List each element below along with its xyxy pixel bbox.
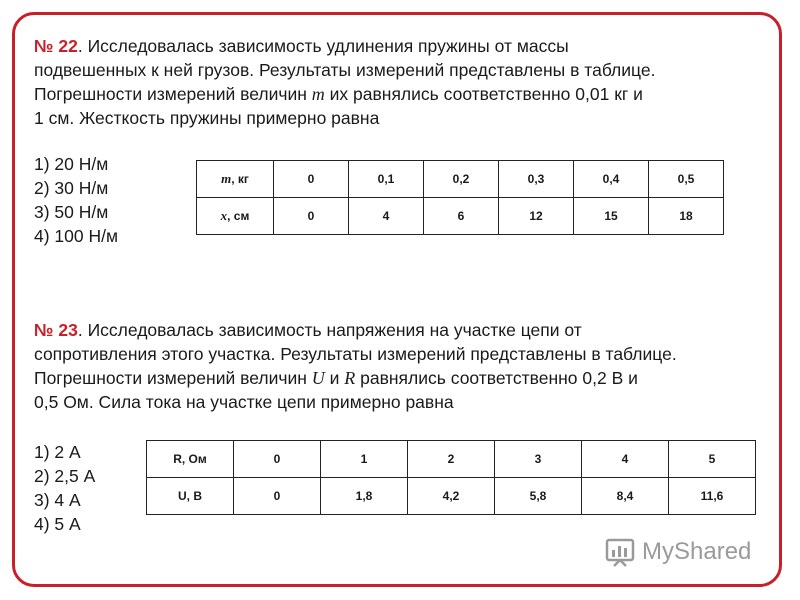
problem-23-line3-post: равнялись соответственно 0,2 В и	[355, 368, 638, 388]
answer-option: 1) 2 А	[34, 442, 81, 462]
table-header-cell: U, В	[147, 478, 234, 515]
myshared-watermark	[604, 536, 751, 568]
table-cell: 0	[274, 161, 349, 198]
problem-23-line1: . Исследовалась зависимость напряжения на участке цепи от	[77, 320, 582, 340]
answer-option: 2) 2,5 А	[34, 466, 96, 486]
myshared-logo-icon	[604, 536, 636, 568]
problem-23-line2: сопротивления этого участка. Результаты измерений представлены в таблице.	[34, 344, 677, 364]
problem-22-line1: . Исследовалась зависимость удлинения пружины от массы	[77, 36, 569, 56]
table-cell: 6	[424, 198, 499, 235]
table-cell: 0,5	[649, 161, 724, 198]
problem-22-line4: 1 см. Жесткость пружины примерно равна	[34, 108, 380, 128]
watermark-text: MyShared	[642, 538, 752, 565]
problem-22-table	[196, 160, 724, 235]
table-header-cell: x, см	[197, 198, 274, 235]
table-cell: 0,4	[574, 161, 649, 198]
table-cell: 11,6	[669, 478, 756, 515]
table-cell: 15	[574, 198, 649, 235]
problem-23-var-u: U	[311, 368, 325, 388]
table-cell: 8,4	[582, 478, 669, 515]
table-cell: 0,1	[349, 161, 424, 198]
table-cell: 4	[349, 198, 424, 235]
table-cell: 0	[274, 198, 349, 235]
problem-22-number: № 22	[34, 36, 78, 56]
problem-23-table	[146, 440, 756, 515]
table-row	[147, 441, 756, 478]
answer-option: 4) 100 Н/м	[34, 226, 119, 246]
answer-option: 2) 30 Н/м	[34, 178, 109, 198]
table-cell: 12	[499, 198, 574, 235]
problem-23-line3-mid: и	[324, 368, 345, 388]
table-cell: 18	[649, 198, 724, 235]
table-cell: 1	[321, 441, 408, 478]
table-cell: 0	[234, 478, 321, 515]
problem-22-answers	[34, 152, 118, 248]
table-row	[197, 198, 724, 235]
problem-22-line2: подвешенных к ней грузов. Результаты измерений представлены в таблице.	[34, 60, 656, 80]
problem-23-line4: 0,5 Ом. Сила тока на участке цепи примерно равна	[34, 392, 454, 412]
table-cell: 4	[582, 441, 669, 478]
table-row	[147, 478, 756, 515]
problem-22-var-m: m	[311, 84, 325, 104]
table-cell: 1,8	[321, 478, 408, 515]
table-cell: 4,2	[408, 478, 495, 515]
table-cell: 5,8	[495, 478, 582, 515]
problem-22-line3-pre: Погрешности измерений величин	[34, 84, 312, 104]
table-cell: 0,2	[424, 161, 499, 198]
problem-22-line3-post: их равнялись соответственно 0,01 кг и	[324, 84, 643, 104]
table-header-cell: R, Ом	[147, 441, 234, 478]
table-cell: 3	[495, 441, 582, 478]
table-header-cell: m, кг	[197, 161, 274, 198]
problem-23-number: № 23	[34, 320, 78, 340]
problem-22-text	[34, 34, 774, 130]
problem-23-var-r: R	[344, 368, 356, 388]
answer-option: 3) 4 А	[34, 490, 81, 510]
problem-23-answers	[34, 440, 95, 536]
table-cell: 0,3	[499, 161, 574, 198]
table-cell: 0	[234, 441, 321, 478]
answer-option: 3) 50 Н/м	[34, 202, 109, 222]
answer-option: 1) 20 Н/м	[34, 154, 109, 174]
problem-23-line3-pre: Погрешности измерений величин	[34, 368, 312, 388]
table-cell: 5	[669, 441, 756, 478]
table-cell: 2	[408, 441, 495, 478]
answer-option: 4) 5 А	[34, 514, 81, 534]
problem-23-text	[34, 318, 774, 414]
table-row	[197, 161, 724, 198]
